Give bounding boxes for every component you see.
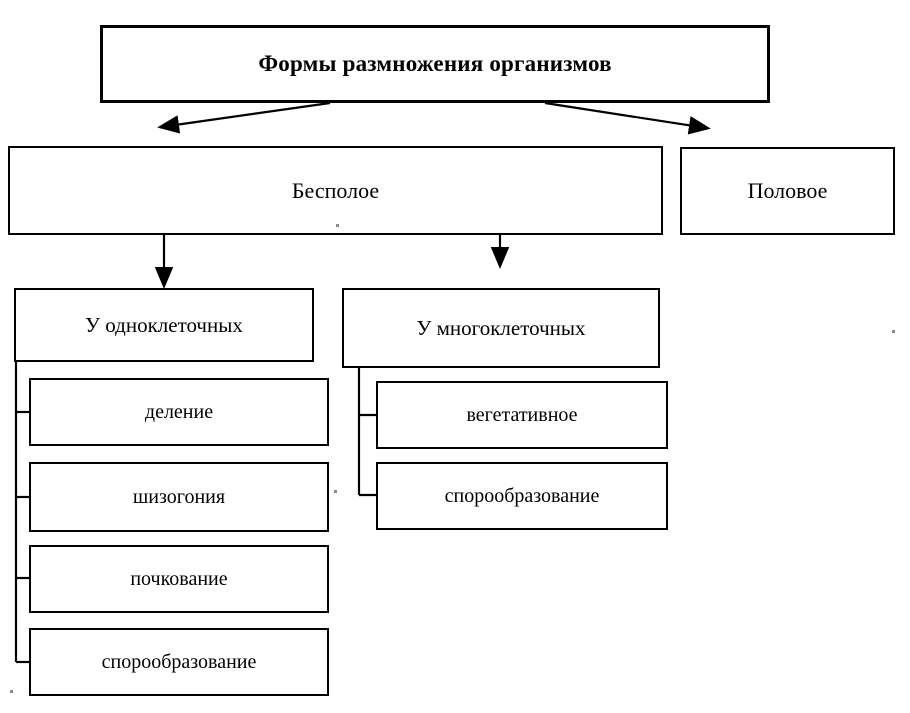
leaf-budding bbox=[29, 545, 329, 613]
leaf-schizogony bbox=[29, 462, 329, 532]
leaf-sporulation-unicellular bbox=[29, 628, 329, 696]
scan-speck bbox=[336, 224, 339, 227]
leaf-vegetative-label: вегетативное bbox=[466, 403, 578, 426]
node-asexual-label: Бесполое bbox=[291, 177, 380, 203]
node-unicellular bbox=[14, 288, 314, 362]
node-asexual bbox=[8, 146, 663, 235]
node-sexual bbox=[680, 147, 895, 235]
leaf-budding-label: почкование bbox=[130, 567, 228, 590]
leaf-division bbox=[29, 378, 329, 446]
leaf-division-label: деление bbox=[144, 400, 214, 423]
scan-speck bbox=[892, 330, 895, 333]
node-unicellular-label: У одноклеточных bbox=[85, 312, 243, 337]
scan-speck bbox=[334, 490, 337, 493]
scan-speck bbox=[10, 690, 13, 693]
node-sexual-label: Половое bbox=[747, 178, 828, 204]
node-root-label: Формы размножения организмов bbox=[258, 50, 612, 76]
leaf-vegetative bbox=[376, 381, 668, 449]
leaf-sporulation-multicellular-label: спорообразование bbox=[444, 484, 600, 507]
node-root bbox=[100, 25, 770, 103]
node-multicellular bbox=[342, 288, 660, 368]
leaf-schizogony-label: шизогония bbox=[132, 485, 226, 508]
leaf-sporulation-multicellular bbox=[376, 462, 668, 530]
leaf-sporulation-unicellular-label: спорообразование bbox=[101, 650, 257, 673]
node-multicellular-label: У многоклеточных bbox=[416, 315, 586, 340]
